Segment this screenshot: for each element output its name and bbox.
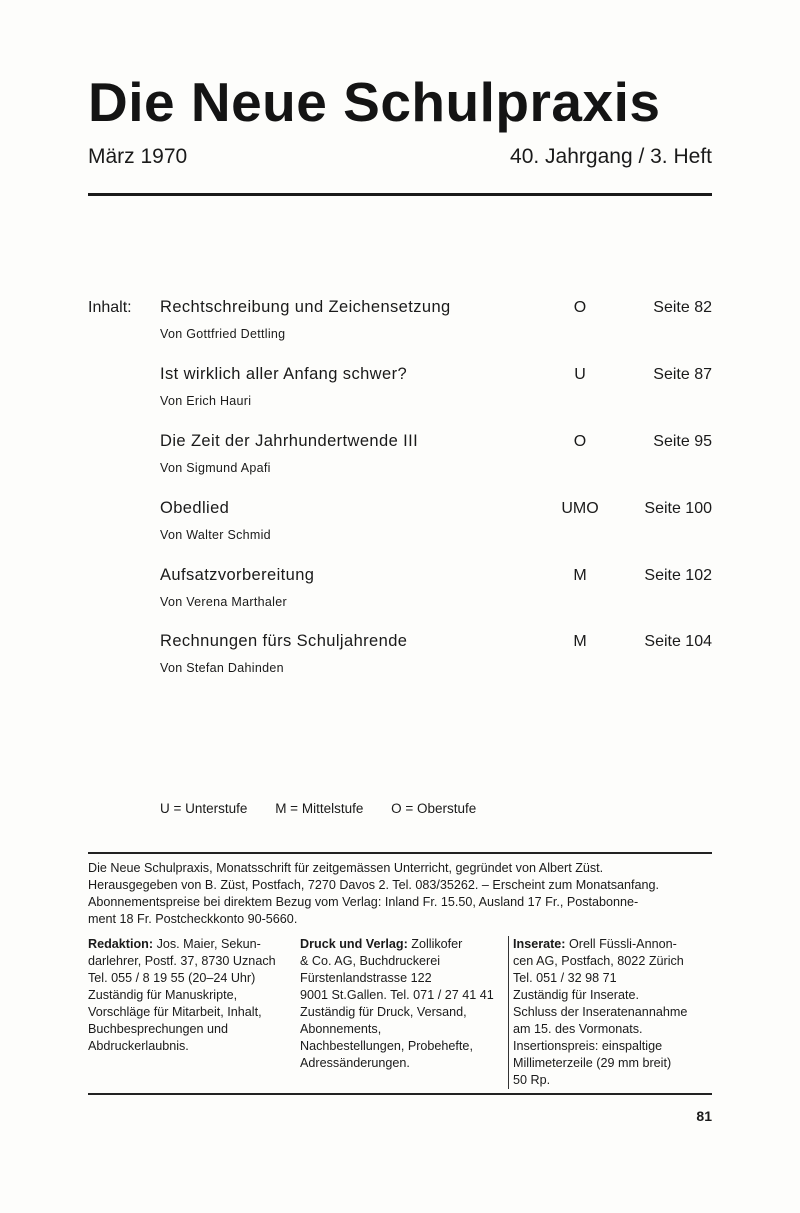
contents-label: Inhalt: — [88, 299, 132, 316]
imprint-bottom-rule — [88, 1093, 712, 1095]
inserate-line: Millimeterzeile (29 mm breit) — [513, 1056, 672, 1070]
toc-entry[interactable] — [160, 432, 712, 492]
masthead — [88, 70, 718, 134]
redaktion-line: Tel. 055 / 8 19 55 (20–24 Uhr) — [88, 971, 256, 985]
inserate-line: 50 Rp. — [513, 1073, 551, 1087]
verlag-column — [300, 936, 500, 1072]
toc-title: Rechtschreibung und Zeichensetzung — [160, 298, 451, 316]
masthead-rule — [88, 193, 712, 196]
toc-author: Von Stefan Dahinden — [160, 661, 284, 675]
redaktion-heading: Redaktion: — [88, 937, 154, 951]
redaktion-line: darlehrer, Postf. 37, 8730 Uznach — [88, 954, 276, 968]
legend-oberstufe: O = Oberstufe — [391, 801, 477, 816]
redaktion-column — [88, 936, 288, 1055]
toc-title: Die Zeit der Jahrhundertwende III — [160, 432, 419, 450]
toc-level: O — [573, 299, 587, 316]
verlag-line: Zuständig für Druck, Versand, — [300, 1005, 467, 1019]
inserate-line: Tel. 051 / 32 98 71 — [513, 971, 617, 985]
verlag-line: & Co. AG, Buchdruckerei — [300, 954, 440, 968]
inserate-column — [508, 936, 717, 1089]
toc-level: M — [573, 633, 587, 650]
issue-volume: 40. Jahrgang / 3. Heft — [510, 145, 712, 168]
imprint — [88, 860, 712, 928]
verlag-line: Nachbestellungen, Probehefte, — [300, 1039, 473, 1053]
inserate-line: am 15. des Vormonats. — [513, 1022, 643, 1036]
imprint-line: ment 18 Fr. Postcheckkonto 90-5660. — [88, 912, 298, 926]
toc-author: Von Verena Marthaler — [160, 595, 287, 609]
imprint-top-rule — [88, 852, 712, 854]
inserate-first: Orell Füssli-Annon- — [569, 937, 677, 951]
legend-unterstufe: U = Unterstufe — [160, 801, 248, 816]
toc-level: M — [573, 567, 587, 584]
toc-level: U — [574, 366, 586, 383]
issue-line — [88, 145, 712, 175]
toc-entry[interactable] — [160, 298, 712, 358]
redaktion-first: Jos. Maier, Sekun- — [156, 937, 261, 951]
toc-level: UMO — [561, 500, 599, 517]
level-legend — [160, 801, 500, 816]
verlag-heading: Druck und Verlag: — [300, 937, 408, 951]
imprint-line: Abonnementspreise bei direktem Bezug vom Verlag: Inland Fr. 15.50, Ausland 17 Fr., Postabonne- — [88, 895, 639, 909]
verlag-line: Abonnements, — [300, 1022, 382, 1036]
toc-entry[interactable] — [160, 566, 712, 626]
redaktion-line: Buchbesprechungen und — [88, 1022, 229, 1036]
toc-page: Seite 87 — [653, 366, 712, 383]
toc-author: Von Walter Schmid — [160, 528, 271, 542]
redaktion-line: Zuständig für Manuskripte, — [88, 988, 238, 1002]
inserate-heading: Inserate: — [513, 937, 566, 951]
inserate-line: Schluss der Inseratenannahme — [513, 1005, 688, 1019]
toc-entry[interactable] — [160, 365, 712, 425]
legend-mittelstufe: M = Mittelstufe — [275, 801, 364, 816]
inserate-line: Zuständig für Inserate. — [513, 988, 640, 1002]
toc-title: Aufsatzvorbereitung — [160, 566, 315, 584]
imprint-line: Herausgegeben von B. Züst, Postfach, 7270 Davos 2. Tel. 083/35262. – Erscheint zum Monatsanfang. — [88, 878, 660, 892]
toc-entry[interactable] — [160, 499, 712, 559]
toc-author: Von Gottfried Dettling — [160, 327, 286, 341]
toc-author: Von Sigmund Apafi — [160, 461, 271, 475]
toc-page: Seite 95 — [653, 433, 712, 450]
redaktion-line: Vorschläge für Mitarbeit, Inhalt, — [88, 1005, 262, 1019]
toc-page: Seite 102 — [644, 567, 712, 584]
redaktion-line: Abdruckerlaubnis. — [88, 1039, 189, 1053]
page-number: 81 — [696, 1108, 712, 1124]
imprint-line: Die Neue Schulpraxis, Monatsschrift für zeitgemässen Unterricht, gegründet von Albert Züst. — [88, 861, 604, 875]
toc-title: Rechnungen fürs Schuljahrende — [160, 632, 408, 650]
inserate-line: Insertionspreis: einspaltige — [513, 1039, 663, 1053]
verlag-line: Adressänderungen. — [300, 1056, 410, 1070]
toc-page: Seite 82 — [653, 299, 712, 316]
verlag-line: 9001 St.Gallen. Tel. 071 / 27 41 41 — [300, 988, 494, 1002]
toc-title: Ist wirklich aller Anfang schwer? — [160, 365, 408, 383]
toc-title: Obedlied — [160, 499, 230, 517]
inserate-line: cen AG, Postfach, 8022 Zürich — [513, 954, 684, 968]
issue-date: März 1970 — [88, 145, 188, 168]
toc-level: O — [573, 433, 587, 450]
toc-page: Seite 100 — [644, 500, 712, 517]
toc-entry[interactable] — [160, 632, 712, 692]
toc-page: Seite 104 — [644, 633, 712, 650]
toc-author: Von Erich Hauri — [160, 394, 252, 408]
magazine-title: Die Neue Schulpraxis — [88, 71, 661, 133]
verlag-first: Zollikofer — [411, 937, 463, 951]
verlag-line: Fürstenlandstrasse 122 — [300, 971, 432, 985]
